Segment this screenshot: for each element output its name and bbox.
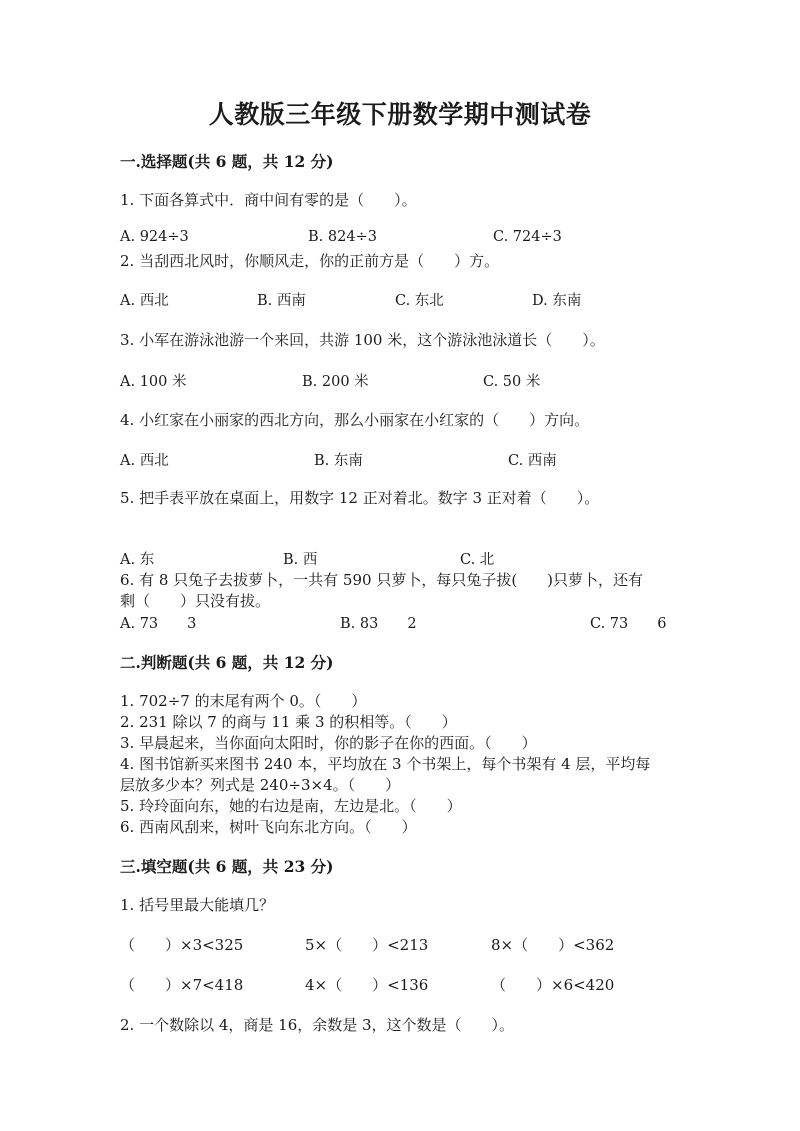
option-1-2-c: C. 东北: [395, 293, 444, 309]
fill-question-2: 2. 一个数除以 4，商是 16，余数是 3，这个数是（ ）。: [120, 1016, 515, 1034]
option-1-1-c: C. 724÷3: [493, 229, 562, 245]
option-1-5-b: B. 西: [283, 552, 318, 568]
option-1-2-d: D. 东南: [532, 293, 582, 309]
option-1-5-a: A. 东: [120, 552, 155, 568]
option-1-6-c: C. 73 6: [590, 616, 667, 632]
judge-item-3: 3. 早晨起来，当你面向太阳时，你的影子在你的西面。（ ）: [120, 734, 537, 752]
judge-item-5: 5. 玲玲面向东，她的右边是南，左边是北。（ ）: [120, 797, 462, 815]
option-1-3-a: A. 100 米: [120, 374, 187, 390]
option-1-6-a: A. 73 3: [120, 616, 197, 632]
fill-blank-5: 4×（ ）<136: [305, 976, 429, 994]
question-1-2: 2. 当刮西北风时，你顺风走，你的正前方是（ ）方。: [120, 252, 500, 270]
option-1-2-a: A. 西北: [120, 293, 169, 309]
option-1-1-a: A. 924÷3: [120, 229, 189, 245]
fill-blank-3: 8×（ ）<362: [491, 936, 615, 954]
option-1-6-b: B. 83 2: [340, 616, 417, 632]
fill-blank-1: （ ）×3<325: [120, 936, 244, 954]
question-1-3: 3. 小军在游泳池游一个来回，共游 100 米，这个游泳池泳道长（ ）。: [120, 331, 605, 349]
judge-item-4-line1: 4. 图书馆新买来图书 240 本，平均放在 3 个书架上，每个书架有 4 层，平均每: [120, 755, 651, 773]
fill-blank-6: （ ）×6<420: [491, 976, 615, 994]
option-1-2-b: B. 西南: [257, 293, 306, 309]
fill-blank-4: （ ）×7<418: [120, 976, 244, 994]
section-heading-choice: 一.选择题(共 6 题，共 12 分): [120, 152, 334, 171]
option-1-4-b: B. 东南: [314, 453, 363, 469]
option-1-3-b: B. 200 米: [302, 374, 369, 390]
question-1-1: 1. 下面各算式中．商中间有零的是（ ）。: [120, 191, 417, 209]
question-1-5: 5. 把手表平放在桌面上，用数字 12 正对着北。数字 3 正对着（ ）。: [120, 489, 600, 507]
judge-item-1: 1. 702÷7 的末尾有两个 0。（ ）: [120, 692, 367, 710]
judge-item-6: 6. 西南风刮来，树叶飞向东北方向。（ ）: [120, 818, 417, 836]
question-1-6-line1: 6. 有 8 只兔子去拔萝卜，一共有 590 只萝卜，每只兔子拔( )只萝卜，还有: [120, 571, 644, 589]
question-1-4: 4. 小红家在小丽家的西北方向，那么小丽家在小红家的（ ）方向。: [120, 411, 590, 429]
section-heading-judge: 二.判断题(共 6 题，共 12 分): [120, 653, 334, 672]
question-1-6-line2: 剩（ ）只没有拔。: [120, 592, 271, 610]
fill-question-1: 1. 括号里最大能填几？: [120, 896, 275, 914]
section-heading-fill: 三.填空题(共 6 题，共 23 分): [120, 857, 334, 876]
option-1-5-c: C. 北: [460, 552, 495, 568]
judge-item-2: 2. 231 除以 7 的商与 11 乘 3 的积相等。（ ）: [120, 713, 457, 731]
option-1-3-c: C. 50 米: [483, 374, 541, 390]
option-1-4-c: C. 西南: [508, 453, 557, 469]
page-title: 人教版三年级下册数学期中测试卷: [208, 100, 592, 129]
judge-item-4-line2: 层放多少本？列式是 240÷3×4。（ ）: [120, 776, 401, 794]
option-1-1-b: B. 824÷3: [308, 229, 377, 245]
fill-blank-2: 5×（ ）<213: [305, 936, 429, 954]
option-1-4-a: A. 西北: [120, 453, 169, 469]
